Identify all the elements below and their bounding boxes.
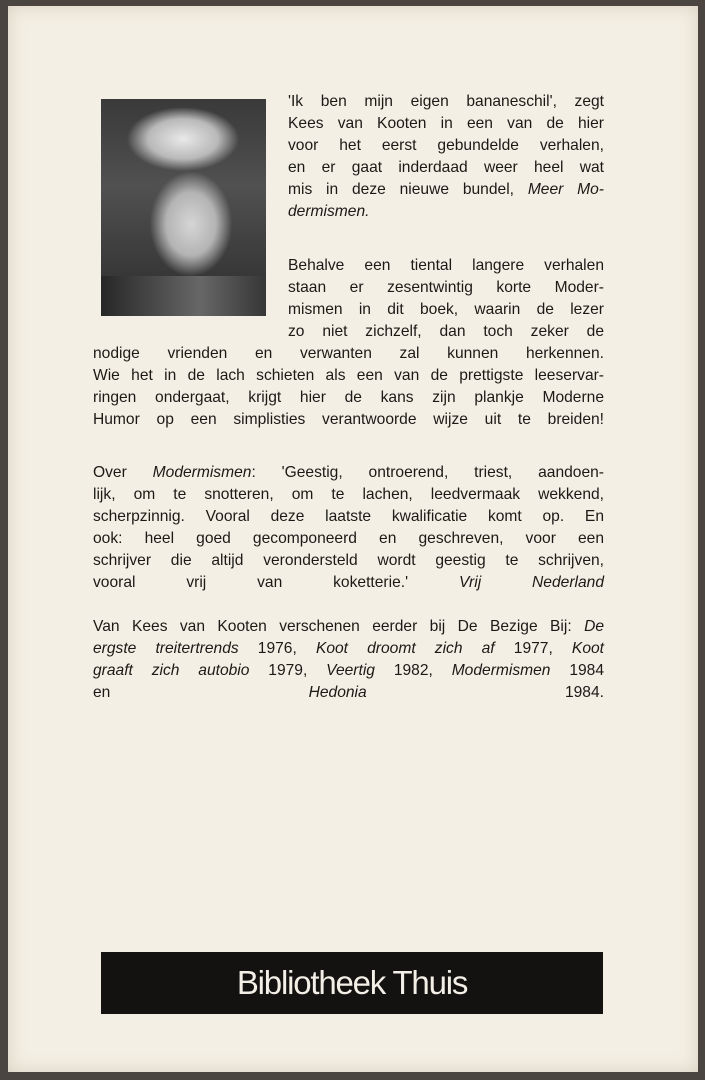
text-line: lijk, om te snotteren, om te lachen, leedvermaak wekkend, [93,486,604,503]
text-line: graaft zich autobio 1979, Veertig 1982, Modermismen 1984 [93,662,605,679]
review-quote [93,462,604,594]
text-line: Behalve een tiental langere verhalen [288,257,604,274]
text-line: Van Kees van Kooten verschenen eerder bij De Bezige Bij: De [93,618,604,635]
description-paragraph-bottom [93,343,604,431]
intro-paragraph [288,91,604,223]
text-line: Humor op een simplisties verantwoorde wijze uit te breiden! [93,411,604,428]
author-photo [101,99,266,316]
bibliography [93,616,604,704]
text-line: schrijver die altijd verondersteld wordt geestig te schrijven, [93,552,604,569]
text-line: voor het eerst gebundelde verhalen, [288,137,604,154]
publisher-banner [101,952,603,1014]
text-line: staan er zesentwintig korte Moder- [288,279,604,296]
text-line: mismen in dit boek, waarin de lezer [288,301,604,318]
text-line: nodige vrienden en verwanten zal kunnen herkennen. [93,345,604,362]
text-line: ergste treitertrends 1976, Koot droomt zich af 1977, Koot [93,640,605,657]
photo-shoulders [101,276,266,316]
text-line: Kees van Kooten in een van de hier [288,115,604,132]
text-line: vooral vrij van koketterie.' Vrij Nederland [93,574,604,591]
book-title: Meer Mo- [527,181,604,198]
description-paragraph-top [288,255,604,343]
review-source: Vrij Nederland [458,574,604,591]
text-line: ringen ondergaat, krijgt hier de kans zijn plankje Moderne [93,389,604,406]
text-line: zo niet zichzelf, dan toch zeker de [288,323,604,340]
text-line: en Hedonia 1984. [93,684,604,701]
back-cover [8,6,698,1072]
text-line [288,201,604,223]
text-line: Over Modermismen: 'Geestig, ontroerend, triest, aandoen- [93,464,604,481]
book-title: Modermismen [152,464,252,481]
text-line: en er gaat inderdaad weer heel wat [288,159,604,176]
text-line: ook: heel goed gecomponeerd en geschreven, voor een [93,530,604,547]
text-line: 'Ik ben mijn eigen bananeschil', zegt [288,93,604,110]
book-title: dermismen. [288,203,370,220]
text-line: mis in deze nieuwe bundel, Meer Mo- [288,181,604,198]
text-line: scherpzinnig. Vooral deze laatste kwalificatie komt op. En [93,508,604,525]
text-line: Wie het in de lach schieten als een van de prettigste leeservar- [93,367,604,384]
publisher-name: Bibliotheek Thuis [236,964,468,1001]
